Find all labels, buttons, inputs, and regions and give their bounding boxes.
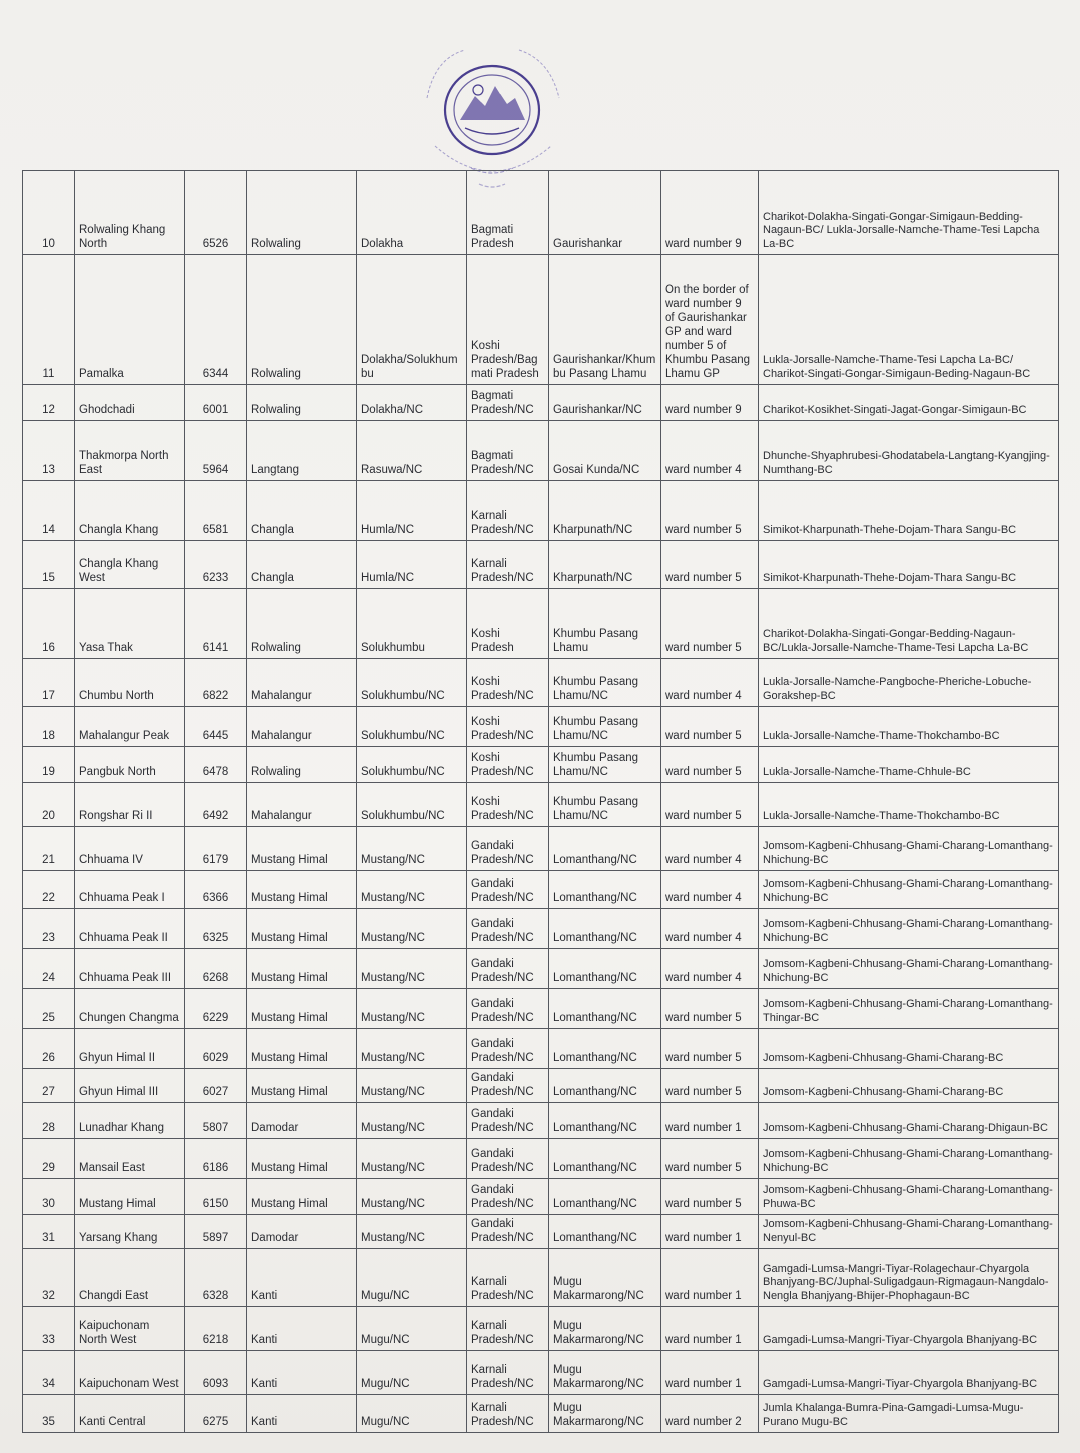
peak-name: Mahalangur Peak xyxy=(75,707,185,747)
municipality: Khumbu Pasang Lhamu/NC xyxy=(549,659,661,707)
route: Jomsom-Kagbeni-Chhusang-Ghami-Charang-Lomanthang-Nhichung-BC xyxy=(759,1139,1059,1179)
peak-name: Rolwaling Khang North xyxy=(75,171,185,255)
district: Solukhumbu/NC xyxy=(357,747,467,783)
ward: ward number 5 xyxy=(661,1179,759,1215)
peak-height: 6218 xyxy=(185,1307,247,1351)
province: Gandaki Pradesh/NC xyxy=(467,1069,549,1103)
peak-name: Chhuama Peak III xyxy=(75,949,185,989)
peak-name: Kanti Central xyxy=(75,1395,185,1433)
table-row xyxy=(23,1069,1059,1103)
serial-number: 32 xyxy=(23,1249,75,1307)
table-row xyxy=(23,783,1059,827)
route: Lukla-Jorsalle-Namche-Thame-Tesi Lapcha La-BC/ Charikot-Singati-Gongar-Simigaun-Beding-Nagaun-BC xyxy=(759,255,1059,385)
peak-name: Chhuama IV xyxy=(75,827,185,871)
route: Lukla-Jorsalle-Namche-Thame-Chhule-BC xyxy=(759,747,1059,783)
district: Mustang/NC xyxy=(357,949,467,989)
peak-height: 6822 xyxy=(185,659,247,707)
route: Jomsom-Kagbeni-Chhusang-Ghami-Charang-Lomanthang-Nhichung-BC xyxy=(759,871,1059,909)
mountain-range: Mustang Himal xyxy=(247,989,357,1029)
mountain-range: Kanti xyxy=(247,1307,357,1351)
serial-number: 11 xyxy=(23,255,75,385)
ward: ward number 1 xyxy=(661,1249,759,1307)
mountain-range: Rolwaling xyxy=(247,171,357,255)
table-row xyxy=(23,1395,1059,1433)
district: Solukhumbu/NC xyxy=(357,783,467,827)
peak-height: 6445 xyxy=(185,707,247,747)
route: Jomsom-Kagbeni-Chhusang-Ghami-Charang-Lomanthang-Nhichung-BC xyxy=(759,827,1059,871)
route: Jomsom-Kagbeni-Chhusang-Ghami-Charang-Lomanthang-Thingar-BC xyxy=(759,989,1059,1029)
peak-name: Yasa Thak xyxy=(75,589,185,659)
province: Karnali Pradesh/NC xyxy=(467,481,549,541)
serial-number: 35 xyxy=(23,1395,75,1433)
ward: ward number 5 xyxy=(661,1029,759,1069)
district: Mustang/NC xyxy=(357,1215,467,1249)
municipality: Lomanthang/NC xyxy=(549,871,661,909)
route: Jumla Khalanga-Bumra-Pina-Gamgadi-Lumsa-Mugu-Purano Mugu-BC xyxy=(759,1395,1059,1433)
municipality: Lomanthang/NC xyxy=(549,989,661,1029)
ward: ward number 1 xyxy=(661,1215,759,1249)
district: Dolakha/Solukhumbu xyxy=(357,255,467,385)
municipality: Khumbu Pasang Lhamu xyxy=(549,589,661,659)
table-row xyxy=(23,385,1059,421)
serial-number: 23 xyxy=(23,909,75,949)
province: Koshi Pradesh/Bagmati Pradesh xyxy=(467,255,549,385)
peak-height: 6027 xyxy=(185,1069,247,1103)
peak-height: 6093 xyxy=(185,1351,247,1395)
province: Gandaki Pradesh/NC xyxy=(467,949,549,989)
peak-height: 6233 xyxy=(185,541,247,589)
district: Solukhumbu/NC xyxy=(357,707,467,747)
serial-number: 21 xyxy=(23,827,75,871)
province: Karnali Pradesh/NC xyxy=(467,1307,549,1351)
district: Mugu/NC xyxy=(357,1249,467,1307)
municipality: Gaurishankar/Khumbu Pasang Lhamu xyxy=(549,255,661,385)
table-row xyxy=(23,1179,1059,1215)
municipality: Khumbu Pasang Lhamu/NC xyxy=(549,707,661,747)
municipality: Gosai Kunda/NC xyxy=(549,421,661,481)
district: Humla/NC xyxy=(357,541,467,589)
table-row xyxy=(23,827,1059,871)
table-row xyxy=(23,989,1059,1029)
district: Mustang/NC xyxy=(357,989,467,1029)
peak-height: 6366 xyxy=(185,871,247,909)
ward: ward number 4 xyxy=(661,871,759,909)
district: Mustang/NC xyxy=(357,1103,467,1139)
mountain-range: Mustang Himal xyxy=(247,1029,357,1069)
province: Gandaki Pradesh/NC xyxy=(467,1179,549,1215)
peak-height: 6229 xyxy=(185,989,247,1029)
mountain-range: Kanti xyxy=(247,1351,357,1395)
municipality: Khumbu Pasang Lhamu/NC xyxy=(549,747,661,783)
district: Mugu/NC xyxy=(357,1351,467,1395)
municipality: Mugu Makarmarong/NC xyxy=(549,1395,661,1433)
district: Rasuwa/NC xyxy=(357,421,467,481)
ward: On the border of ward number 9 of Gaurishankar GP and ward number 5 of Khumbu Pasang Lhamu GP xyxy=(661,255,759,385)
peak-name: Pangbuk North xyxy=(75,747,185,783)
province: Bagmati Pradesh/NC xyxy=(467,385,549,421)
route: Lukla-Jorsalle-Namche-Thame-Thokchambo-BC xyxy=(759,783,1059,827)
district: Mustang/NC xyxy=(357,1029,467,1069)
municipality: Lomanthang/NC xyxy=(549,1069,661,1103)
table-row xyxy=(23,1139,1059,1179)
ward: ward number 5 xyxy=(661,1139,759,1179)
table-row xyxy=(23,481,1059,541)
ward: ward number 4 xyxy=(661,659,759,707)
table-row xyxy=(23,747,1059,783)
serial-number: 28 xyxy=(23,1103,75,1139)
mountain-range: Damodar xyxy=(247,1215,357,1249)
peak-height: 6492 xyxy=(185,783,247,827)
mountain-range: Mahalangur xyxy=(247,783,357,827)
table-row xyxy=(23,541,1059,589)
serial-number: 17 xyxy=(23,659,75,707)
route: Gamgadi-Lumsa-Mangri-Tiyar-Rolagechaur-Chyargola Bhanjyang-BC/Juphal-Suligadgaun-Rigmagaun-Nangdalo-Nengla Bhanjyang-Bhijer-Phophagaun-BC xyxy=(759,1249,1059,1307)
peak-name: Mansail East xyxy=(75,1139,185,1179)
ward: ward number 9 xyxy=(661,385,759,421)
table-row xyxy=(23,589,1059,659)
peak-table xyxy=(22,170,1059,1433)
ward: ward number 4 xyxy=(661,827,759,871)
ward: ward number 4 xyxy=(661,909,759,949)
mountain-range: Mustang Himal xyxy=(247,827,357,871)
serial-number: 30 xyxy=(23,1179,75,1215)
district: Solukhumbu/NC xyxy=(357,659,467,707)
municipality: Lomanthang/NC xyxy=(549,1103,661,1139)
mountain-range: Mahalangur xyxy=(247,659,357,707)
route: Dhunche-Shyaphrubesi-Ghodatabela-Langtang-Kyangjing-Numthang-BC xyxy=(759,421,1059,481)
ward: ward number 4 xyxy=(661,421,759,481)
table-row xyxy=(23,659,1059,707)
serial-number: 12 xyxy=(23,385,75,421)
municipality: Kharpunath/NC xyxy=(549,541,661,589)
mountain-range: Changla xyxy=(247,481,357,541)
district: Mugu/NC xyxy=(357,1395,467,1433)
peak-height: 6001 xyxy=(185,385,247,421)
peak-height: 6325 xyxy=(185,909,247,949)
peak-name: Kaipuchonam West xyxy=(75,1351,185,1395)
mountain-range: Rolwaling xyxy=(247,747,357,783)
peak-name: Changla Khang xyxy=(75,481,185,541)
district: Mustang/NC xyxy=(357,871,467,909)
province: Gandaki Pradesh/NC xyxy=(467,909,549,949)
route: Gamgadi-Lumsa-Mangri-Tiyar-Chyargola Bhanjyang-BC xyxy=(759,1307,1059,1351)
ward: ward number 5 xyxy=(661,481,759,541)
municipality: Lomanthang/NC xyxy=(549,909,661,949)
peak-height: 6179 xyxy=(185,827,247,871)
province: Koshi Pradesh/NC xyxy=(467,707,549,747)
table-row xyxy=(23,909,1059,949)
province: Gandaki Pradesh/NC xyxy=(467,1215,549,1249)
mountain-range: Mahalangur xyxy=(247,707,357,747)
province: Gandaki Pradesh/NC xyxy=(467,989,549,1029)
district: Mugu/NC xyxy=(357,1307,467,1351)
route: Jomsom-Kagbeni-Chhusang-Ghami-Charang-Lomanthang-Nhichung-BC xyxy=(759,909,1059,949)
peak-height: 6141 xyxy=(185,589,247,659)
district: Mustang/NC xyxy=(357,827,467,871)
peak-height: 6478 xyxy=(185,747,247,783)
district: Humla/NC xyxy=(357,481,467,541)
serial-number: 14 xyxy=(23,481,75,541)
province: Karnali Pradesh/NC xyxy=(467,1249,549,1307)
province: Gandaki Pradesh/NC xyxy=(467,871,549,909)
peak-height: 5897 xyxy=(185,1215,247,1249)
municipality: Kharpunath/NC xyxy=(549,481,661,541)
serial-number: 27 xyxy=(23,1069,75,1103)
serial-number: 20 xyxy=(23,783,75,827)
peak-name: Chhuama Peak II xyxy=(75,909,185,949)
table-row xyxy=(23,1029,1059,1069)
peak-name: Yarsang Khang xyxy=(75,1215,185,1249)
ward: ward number 4 xyxy=(661,949,759,989)
ward: ward number 5 xyxy=(661,747,759,783)
ward: ward number 2 xyxy=(661,1395,759,1433)
route: Gamgadi-Lumsa-Mangri-Tiyar-Chyargola Bhanjyang-BC xyxy=(759,1351,1059,1395)
peak-height: 5807 xyxy=(185,1103,247,1139)
route: Simikot-Kharpunath-Thehe-Dojam-Thara Sangu-BC xyxy=(759,481,1059,541)
province: Gandaki Pradesh/NC xyxy=(467,1139,549,1179)
province: Koshi Pradesh/NC xyxy=(467,659,549,707)
serial-number: 24 xyxy=(23,949,75,989)
ward: ward number 5 xyxy=(661,589,759,659)
district: Mustang/NC xyxy=(357,1069,467,1103)
serial-number: 19 xyxy=(23,747,75,783)
province: Koshi Pradesh/NC xyxy=(467,783,549,827)
serial-number: 10 xyxy=(23,171,75,255)
mountain-range: Kanti xyxy=(247,1249,357,1307)
province: Bagmati Pradesh/NC xyxy=(467,421,549,481)
peak-name: Changla Khang West xyxy=(75,541,185,589)
mountain-range: Langtang xyxy=(247,421,357,481)
peak-height: 5964 xyxy=(185,421,247,481)
peak-height: 6268 xyxy=(185,949,247,989)
table-row xyxy=(23,1103,1059,1139)
municipality: Lomanthang/NC xyxy=(549,827,661,871)
serial-number: 25 xyxy=(23,989,75,1029)
serial-number: 13 xyxy=(23,421,75,481)
peak-name: Ghyun Himal III xyxy=(75,1069,185,1103)
peak-name: Ghodchadi xyxy=(75,385,185,421)
ward: ward number 1 xyxy=(661,1307,759,1351)
serial-number: 33 xyxy=(23,1307,75,1351)
peak-name: Pamalka xyxy=(75,255,185,385)
route: Charikot-Dolakha-Singati-Gongar-Simigaun-Bedding-Nagaun-BC/ Lukla-Jorsalle-Namche-Thame-Tesi Lapcha La-BC xyxy=(759,171,1059,255)
mountain-range: Mustang Himal xyxy=(247,871,357,909)
peak-name: Mustang Himal xyxy=(75,1179,185,1215)
route: Charikot-Kosikhet-Singati-Jagat-Gongar-Simigaun-BC xyxy=(759,385,1059,421)
route: Jomsom-Kagbeni-Chhusang-Ghami-Charang-Lomanthang-Nhichung-BC xyxy=(759,949,1059,989)
route: Simikot-Kharpunath-Thehe-Dojam-Thara Sangu-BC xyxy=(759,541,1059,589)
route: Lukla-Jorsalle-Namche-Pangboche-Pheriche-Lobuche-Gorakshep-BC xyxy=(759,659,1059,707)
peak-name: Thakmorpa North East xyxy=(75,421,185,481)
mountain-range: Damodar xyxy=(247,1103,357,1139)
serial-number: 18 xyxy=(23,707,75,747)
serial-number: 26 xyxy=(23,1029,75,1069)
ward: ward number 1 xyxy=(661,1351,759,1395)
peak-height: 6526 xyxy=(185,171,247,255)
municipality: Gaurishankar xyxy=(549,171,661,255)
municipality: Lomanthang/NC xyxy=(549,949,661,989)
province: Bagmati Pradesh xyxy=(467,171,549,255)
serial-number: 34 xyxy=(23,1351,75,1395)
peak-name: Ghyun Himal II xyxy=(75,1029,185,1069)
peak-name: Kaipuchonam North West xyxy=(75,1307,185,1351)
municipality: Gaurishankar/NC xyxy=(549,385,661,421)
district: Dolakha xyxy=(357,171,467,255)
ward: ward number 5 xyxy=(661,707,759,747)
peak-height: 6344 xyxy=(185,255,247,385)
route: Jomsom-Kagbeni-Chhusang-Ghami-Charang-Lomanthang-Nenyul-BC xyxy=(759,1215,1059,1249)
route: Jomsom-Kagbeni-Chhusang-Ghami-Charang-Dhigaun-BC xyxy=(759,1103,1059,1139)
ward: ward number 5 xyxy=(661,1069,759,1103)
route: Jomsom-Kagbeni-Chhusang-Ghami-Charang-BC xyxy=(759,1069,1059,1103)
table-row xyxy=(23,255,1059,385)
province: Gandaki Pradesh/NC xyxy=(467,827,549,871)
municipality: Lomanthang/NC xyxy=(549,1179,661,1215)
province: Karnali Pradesh/NC xyxy=(467,541,549,589)
table-row xyxy=(23,1351,1059,1395)
peak-name: Changdi East xyxy=(75,1249,185,1307)
peak-height: 6275 xyxy=(185,1395,247,1433)
peak-height: 6581 xyxy=(185,481,247,541)
province: Koshi Pradesh/NC xyxy=(467,747,549,783)
district: Dolakha/NC xyxy=(357,385,467,421)
mountain-range: Changla xyxy=(247,541,357,589)
municipality: Lomanthang/NC xyxy=(549,1215,661,1249)
serial-number: 22 xyxy=(23,871,75,909)
ward: ward number 5 xyxy=(661,783,759,827)
ward: ward number 5 xyxy=(661,541,759,589)
province: Karnali Pradesh/NC xyxy=(467,1351,549,1395)
peak-height: 6186 xyxy=(185,1139,247,1179)
ward: ward number 5 xyxy=(661,989,759,1029)
district: Mustang/NC xyxy=(357,1139,467,1179)
mountain-range: Mustang Himal xyxy=(247,1069,357,1103)
table-row xyxy=(23,1249,1059,1307)
peak-height: 6150 xyxy=(185,1179,247,1215)
mountain-range: Kanti xyxy=(247,1395,357,1433)
province: Gandaki Pradesh/NC xyxy=(467,1029,549,1069)
ward: ward number 9 xyxy=(661,171,759,255)
route: Lukla-Jorsalle-Namche-Thame-Thokchambo-BC xyxy=(759,707,1059,747)
peak-name: Chumbu North xyxy=(75,659,185,707)
province: Gandaki Pradesh/NC xyxy=(467,1103,549,1139)
district: Solukhumbu xyxy=(357,589,467,659)
province: Karnali Pradesh/NC xyxy=(467,1395,549,1433)
peak-name: Chungen Changma xyxy=(75,989,185,1029)
district: Mustang/NC xyxy=(357,1179,467,1215)
peak-name: Lunadhar Khang xyxy=(75,1103,185,1139)
table-row xyxy=(23,707,1059,747)
municipality: Mugu Makarmarong/NC xyxy=(549,1249,661,1307)
table-row xyxy=(23,949,1059,989)
mountain-range: Mustang Himal xyxy=(247,949,357,989)
municipality: Mugu Makarmarong/NC xyxy=(549,1351,661,1395)
serial-number: 15 xyxy=(23,541,75,589)
peak-name: Rongshar Ri II xyxy=(75,783,185,827)
peak-height: 6328 xyxy=(185,1249,247,1307)
peak-height: 6029 xyxy=(185,1029,247,1069)
province: Koshi Pradesh xyxy=(467,589,549,659)
table-row xyxy=(23,421,1059,481)
peak-name: Chhuama Peak I xyxy=(75,871,185,909)
route: Charikot-Dolakha-Singati-Gongar-Bedding-Nagaun-BC/Lukla-Jorsalle-Namche-Thame-Tesi Lapcha La-BC xyxy=(759,589,1059,659)
mountain-range: Rolwaling xyxy=(247,589,357,659)
route: Jomsom-Kagbeni-Chhusang-Ghami-Charang-Lomanthang-Phuwa-BC xyxy=(759,1179,1059,1215)
table-row xyxy=(23,1307,1059,1351)
mountain-range: Mustang Himal xyxy=(247,909,357,949)
municipality: Lomanthang/NC xyxy=(549,1139,661,1179)
serial-number: 16 xyxy=(23,589,75,659)
table-row xyxy=(23,1215,1059,1249)
serial-number: 29 xyxy=(23,1139,75,1179)
municipality: Lomanthang/NC xyxy=(549,1029,661,1069)
ward: ward number 1 xyxy=(661,1103,759,1139)
serial-number: 31 xyxy=(23,1215,75,1249)
peak-table-body xyxy=(23,171,1059,1433)
table-row xyxy=(23,871,1059,909)
district: Mustang/NC xyxy=(357,909,467,949)
table-row xyxy=(23,171,1059,255)
mountain-range: Rolwaling xyxy=(247,385,357,421)
mountain-range: Mustang Himal xyxy=(247,1139,357,1179)
mountain-range: Rolwaling xyxy=(247,255,357,385)
municipality: Mugu Makarmarong/NC xyxy=(549,1307,661,1351)
mountain-range: Mustang Himal xyxy=(247,1179,357,1215)
route: Jomsom-Kagbeni-Chhusang-Ghami-Charang-BC xyxy=(759,1029,1059,1069)
municipality: Khumbu Pasang Lhamu/NC xyxy=(549,783,661,827)
